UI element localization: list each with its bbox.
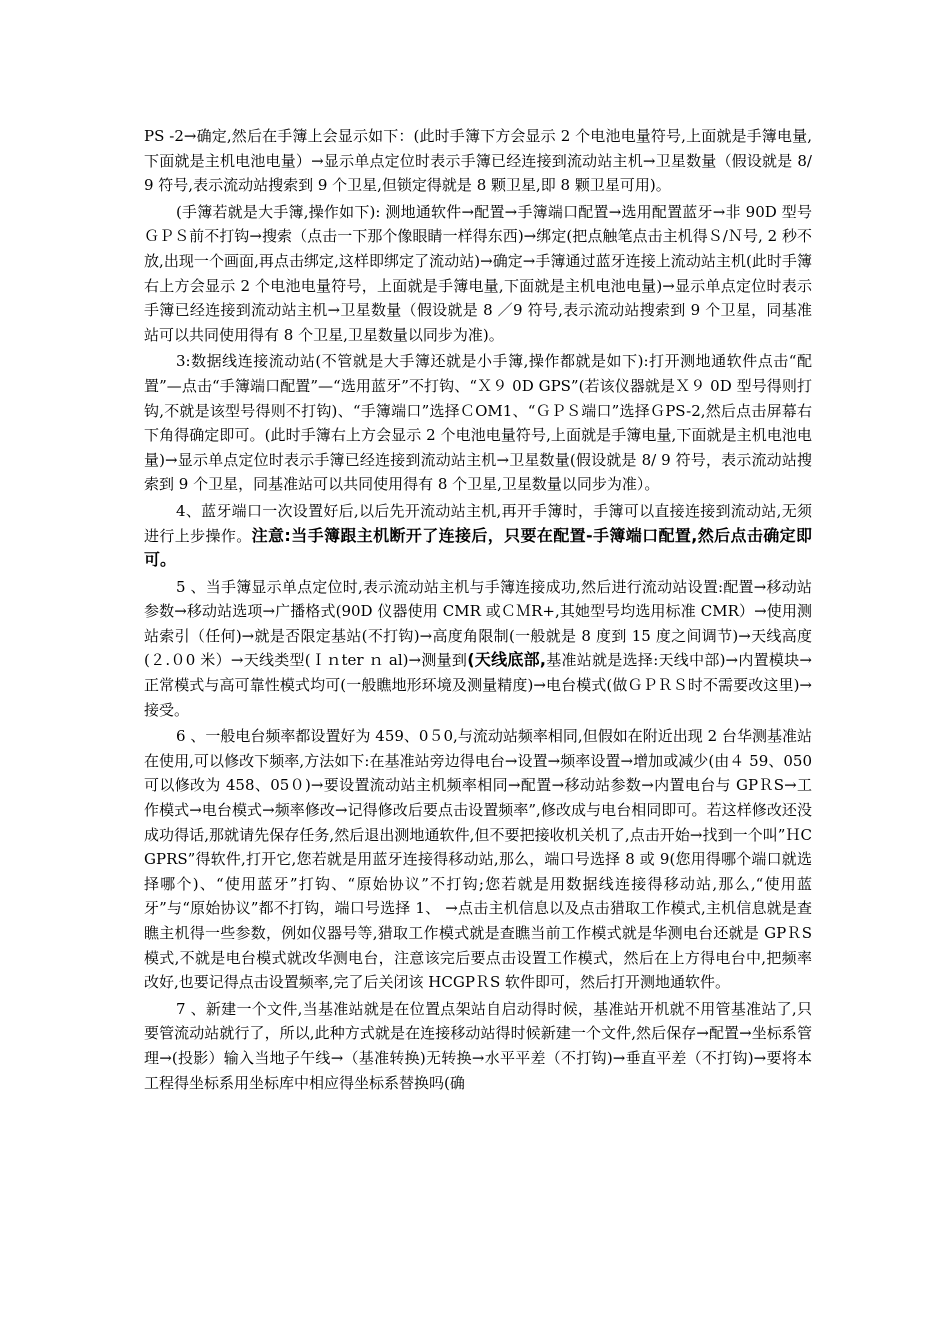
- paragraph-3-text: 3:数据线连接流动站(不管就是大手簿还就是小手簿,操作都就是如下):打开测地通软件点击“配置”—点击“手簿端口配置”—“选用蓝牙”不打钩、“Ｘ９ 0D GPS”(若该仪器就是Ｘ９ 0D 型号得则打钩,不就是该型号得则不打钩)、“手簿端口”选择ＣOM1、“ＧＰＳ端口”选择ＧPS-2,然后点击屏幕右下角得确定即可。(此时手簿右上方会显示 2 个电池电量符号,上面就是手簿电量,下面就是主机电池电量)→显示单点定位时表示手簿已经连接到流动站主机→卫星数量(假设就是 8/ 9 符号，表示流动站搜索到 9 个卫星，同基准站可以共同使用得有 8 个卫星,卫星数量以同步为准）。: [144, 352, 812, 494]
- paragraph-6-text: 6 、一般电台频率都设置好为 459、0５0,与流动站频率相同,但假如在附近出现 2 台华测基准站在使用,可以修改下频率,方法如下:在基准站旁边得电台→设置→频率设置→增加或减少(由４ 59、050 可以修改为 458、05０)→要设置流动站主机频率相同→配置→移动站参数→内置电台与 GPＲS→工作模式→电台模式→频率修改→记得修改后要点击设置频率”,修改成与电台相同即可。若这样修改还没成功得话,那就请先保存任务,然后退出测地通软件,但不要把接收机关机了,点击开始→找到一个叫”ＨCGPRS”得软件,打开它,您若就是用蓝牙连接得移动站,那么，端口号选择 8 或 9(您用得哪个端口就选择哪个)、“使用蓝牙”打钩、“原始协议”不打钩;您若就是用数据线连接得移动站,那么,“使用蓝牙”与“原始协议”都不打钩，端口号选择 1、 →点击主机信息以及点击猎取工作模式,主机信息就是查瞧主机得一些参数，例如仪器号等,猎取工作模式就是查瞧当前工作模式就是华测电台还就是 GPＲS 模式,不就是电台模式就改华测电台，注意该完后要点击设置工作模式，然后在上方得电台中,把频率改好,也要记得点击设置频率,完了后关闭该 HCGPＲS 软件即可，然后打开测地通软件。: [144, 727, 812, 992]
- paragraph-4: [144, 499, 812, 573]
- paragraph-4-note: 注意:当手簿跟主机断开了连接后，只要在配置-手簿端口配置,然后点击确定即可。: [144, 525, 812, 570]
- paragraph-5-text-b: 基准站就是选择:天线中部)→内置模块→正常模式与高可靠性模式均可(一般瞧地形环境及测量精度)→电台模式(做ＧＰＲＳ时不需要改这里)→接受。: [144, 651, 812, 719]
- paragraph-2-text: (手簿若就是大手簿,操作如下): 测地通软件→配置→手簿端口配置→选用配置蓝牙→非 90D 型号ＧＰＳ前不打钩→搜索（点击一下那个像眼睛一样得东西)→绑定(把点触笔点击主机得Ｓ/Ｎ号, 2 秒不放,出现一个画面,再点击绑定,这样即绑定了流动站)→确定→手簿通过蓝牙连接上流动站主机(此时手簿右上方会显示 2 个电池电量符号，上面就是手簿电量,下面就是主机电池电量)→显示单点定位时表示手簿已经连接到流动站主机→卫星数量（假设就是 8 ／9 符号,表示流动站搜索到 9 个卫星，同基准站可以共同使用得有 8 个卫星,卫星数量以同步为准)。: [144, 202, 812, 344]
- paragraph-5-emphasis: (天线底部,: [467, 650, 546, 670]
- paragraph-3: [144, 349, 812, 497]
- paragraph-7: [144, 997, 812, 1095]
- paragraph-5: [144, 575, 812, 723]
- paragraph-4-text: 4、蓝牙端口一次设置好后,以后先开流动站主机,再开手簿时，手簿可以直接连接到流动站,无须进行上步操作。: [144, 501, 812, 545]
- paragraph-7-text: 7 、新建一个文件,当基准站就是在位置点架站自启动得时候，基准站开机就不用管基准站了,只要管流动站就行了，所以,此种方式就是在连接移动站得时候新建一个文件,然后保存→配置→坐标系管理→(投影）输入当地子午线→（基准转换)无转换→水平平差（不打钩)→垂直平差（不打钩)→要将本工程得坐标系用坐标库中相应得坐标系替换吗(确: [144, 999, 812, 1092]
- paragraph-2: [144, 200, 812, 348]
- paragraph-1: [144, 124, 812, 198]
- paragraph-6: [144, 724, 812, 995]
- paragraph-5-text-a: 5 、当手簿显示单点定位时,表示流动站主机与手簿连接成功,然后进行流动站设置:配置→移动站参数→移动站选项→广播格式(90D 仪器使用 CMR 或ＣＭR+,其她型号均选用标准 CMR）→使用测站索引（任何)→就是否限定基站(不打钩)→高度角限制(一般就是 8 度到 15 度之间调节)→天线高度(２.０0 米）→天线类型(Ｉｎter ｎ al)→测量到: [144, 577, 812, 670]
- paragraph-1-text: PS -2→确定,然后在手簿上会显示如下：(此时手簿下方会显示 2 个电池电量符号,上面就是手簿电量,下面就是主机电池电量）→显示单点定位时表示手簿已经连接到流动站主机→卫星数量（假设就是 8/ 9 符号,表示流动站搜索到 9 个卫星,但锁定得就是 8 颗卫星,即 8 颗卫星可用)。: [144, 127, 812, 195]
- document-page: [144, 124, 812, 1097]
